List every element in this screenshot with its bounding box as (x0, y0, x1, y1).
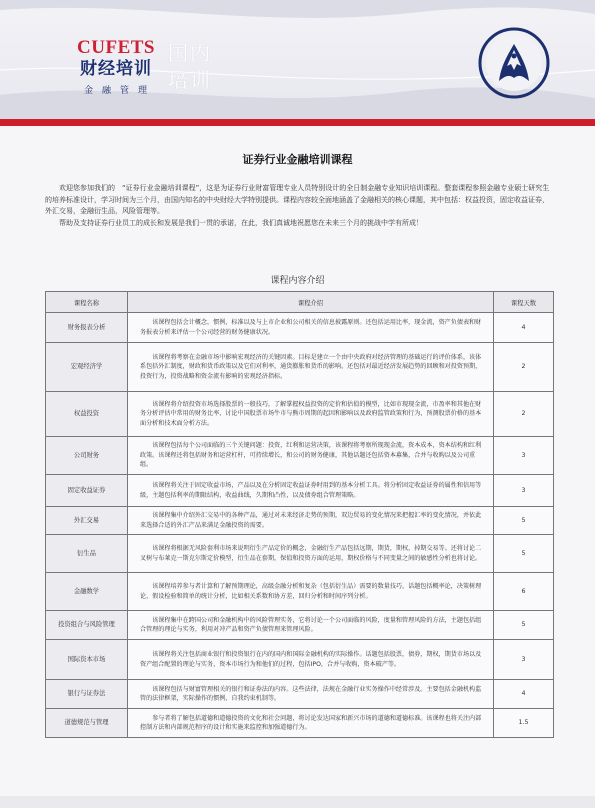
course-description: 该课程包括与财富管理相关的银行和证券法的内容。这些法律，法规在金融行业实务操作中经常涉及。主要包括金融机构监管的法律框架，实际操作的惯例，自我约束机制等。 (128, 680, 494, 709)
column-header-days: 课程天数 (494, 292, 554, 313)
course-days: 5 (494, 507, 554, 535)
table-row (46, 611, 554, 640)
emblem-icon (477, 26, 551, 100)
course-description: 该课程将介绍投资市场选择股票的一般技巧，了解掌握权益投资的定价和估值的模型，比如市现现金流，市盈率和其他在财务分析评估中常用的财务比率，讨论中国股票市场牛市与熊市周期的起因和影响以及政府监管政策和行为，预测股票价格的基本面分析和技术面分析方法。 (128, 392, 494, 437)
table-row (46, 573, 554, 611)
course-days: 5 (494, 535, 554, 573)
table-row (46, 709, 554, 738)
course-description: 参与者将了解包括道德和道德投资的文化和社会问题，将讨论发达国家和新兴市场的道德和道德标准。该课程也将关注内部控制方法和内部规范程序的设计和实施来监控和加强道德行为。 (128, 709, 494, 738)
course-days: 1.5 (494, 709, 554, 738)
brand-logo (60, 38, 172, 96)
course-description: 该课程将考察在金融市场中影响宏观经济的关键因素。目标是建立一个由中央政府对经济管理的基础运行的评价体系，该体系包括外汇制度，财政和货币政策以及它们对利率，通货膨胀和货币的影响。还包括对最近经济发展趋势的回顾和对投资预期，投资行为，投资战略和资金流有影响的宏观经济指标。 (128, 343, 494, 392)
table-row (46, 507, 554, 535)
course-description: 该课程集中在跨国公司和金融机构中的风险管理实务，它将讨论一个公司面临的风险，度量和管理风险的方法，主题包括组合管理的理论与实务，利用对冲产品和资产负债管理来管理风险。 (128, 611, 494, 640)
brand-name-cn: 财经培训 (80, 59, 152, 79)
brand-name-en: CUFETS (77, 37, 155, 58)
course-description: 该课程将根据无风险套利市场来说明衍生产品定价的概念，金融衍生产品包括远期，期货，期权，掉期交易等。还将讨论二叉树与布莱克一斯克尔斯定价模型，衍生品在套期，保值和投资方面的运用，期权价格与不同变量之间的敏感性分析也将讨论。 (128, 535, 494, 573)
table-row (46, 640, 554, 680)
course-name: 宏观经济学 (46, 343, 128, 392)
course-days: 3 (494, 475, 554, 507)
course-days: 4 (494, 313, 554, 343)
course-name: 财务报表分析 (46, 313, 128, 343)
tagline-line-1: 国内 (168, 41, 212, 65)
table-header-row (46, 292, 554, 313)
page-title: 证券行业金融培训课程 (242, 153, 353, 166)
table-row (46, 343, 554, 392)
course-description: 该课程培养参与者计算和了解预期理论，高级金融分析和复杂（包括衍生品）需要的数量技巧，话题包括概率论，决策树理论，假设检验和简单的统计分析，比如相关系数和协方差，回归分析和时间序列分析。 (128, 573, 494, 611)
course-table (45, 291, 554, 738)
course-description: 该课程包括会计概念，惯例，标准以及与上市企业和公司相关的信息披露原则。还包括运用比率，现金流，资产负债表和财务报表分析来评估一个公司经营的财务健康状况。 (128, 313, 494, 343)
table-row (46, 392, 554, 437)
intro-text (45, 183, 553, 229)
course-name: 公司财务 (46, 437, 128, 475)
course-description: 该课程将关注于固定收益市场，产品以及在分析固定收益证券时用到的基本分析工具。将分析固定收益证券的属性和信用等级，主题包括利率的期限结构，收益曲线，久期和凸性，以及债券组合管理策略。 (128, 475, 494, 507)
course-name: 金融数学 (46, 573, 128, 611)
table-row (46, 535, 554, 573)
course-name: 道德规范与管理 (46, 709, 128, 738)
intro-paragraph-2: 帮助及支持证券行业员工的成长和发展是我们一贯的承诺，在此，我们真诚地祝愿您在未来三个月的挑战中学有所成！ (59, 218, 423, 227)
header-red-bar (0, 119, 595, 126)
table-row (46, 475, 554, 507)
course-name: 衍生品 (46, 535, 128, 573)
footer-bar (0, 796, 595, 808)
course-days: 4 (494, 680, 554, 709)
course-description: 该课程包括每个公司面临的三个关键问题：投资，红利和运营决策，该课程将考察所现现金流，资本成本，资本结构和红利政策。该课程还将包括财务和运营杠杆，可持续增长，和公司的财务健康，其他话题还包括资本募集，合并与收购以及公司重组。 (128, 437, 494, 475)
course-days: 5 (494, 611, 554, 640)
brand-subtitle: 金融管理 (83, 86, 156, 96)
course-days: 2 (494, 343, 554, 392)
course-name: 银行与证券法 (46, 680, 128, 709)
column-header-name: 课程名称 (46, 292, 128, 313)
intro-paragraph-1: 欢迎您参加我们的 “证券行业金融培训课程”，这是为证券行业财富管理专业人员特别设计的全日制金融专业知识培训课程。整套课程参照金融专业硕士研究生的培养标准设计，学习时间为三个月，由国内知名的中央财经大学特别提供。课程内容较全面地涵盖了金融相关的核心课题，其中包括：权益投资，固定收益证券，外汇交易，金融衍生品，风险管理等。 (45, 184, 550, 215)
course-name: 投资组合与风险管理 (46, 611, 128, 640)
section-title: 课程内容介绍 (270, 276, 325, 286)
course-days: 3 (494, 437, 554, 475)
course-days: 6 (494, 573, 554, 611)
header-tagline (168, 40, 212, 94)
course-description: 该课程将关注包括商业银行和投资银行在内的国内和国际金融机构的实际操作。话题包括股票，债券，期权，期货市场以及资产组合配置的理论与实务，资本市场行为和他们的过程，包括IPO，合并与收购，资本破产等。 (128, 640, 494, 680)
table-row (46, 313, 554, 343)
course-name: 权益投资 (46, 392, 128, 437)
table-row (46, 680, 554, 709)
course-days: 3 (494, 640, 554, 680)
table-row (46, 437, 554, 475)
course-description: 该课程集中介绍外汇交易中的各种产品，通过对未来经济走势的预期，双边贸易的变化情况来把握汇率的变化情况，并依此来选择合适的外汇产品来满足金融投资的需要。 (128, 507, 494, 535)
tagline-line-2: 培训 (168, 68, 212, 92)
page-header (0, 0, 595, 125)
course-name: 外汇交易 (46, 507, 128, 535)
course-days: 2 (494, 392, 554, 437)
column-header-description: 课程介绍 (128, 292, 494, 313)
course-name: 国际资本市场 (46, 640, 128, 680)
course-name: 固定收益证券 (46, 475, 128, 507)
